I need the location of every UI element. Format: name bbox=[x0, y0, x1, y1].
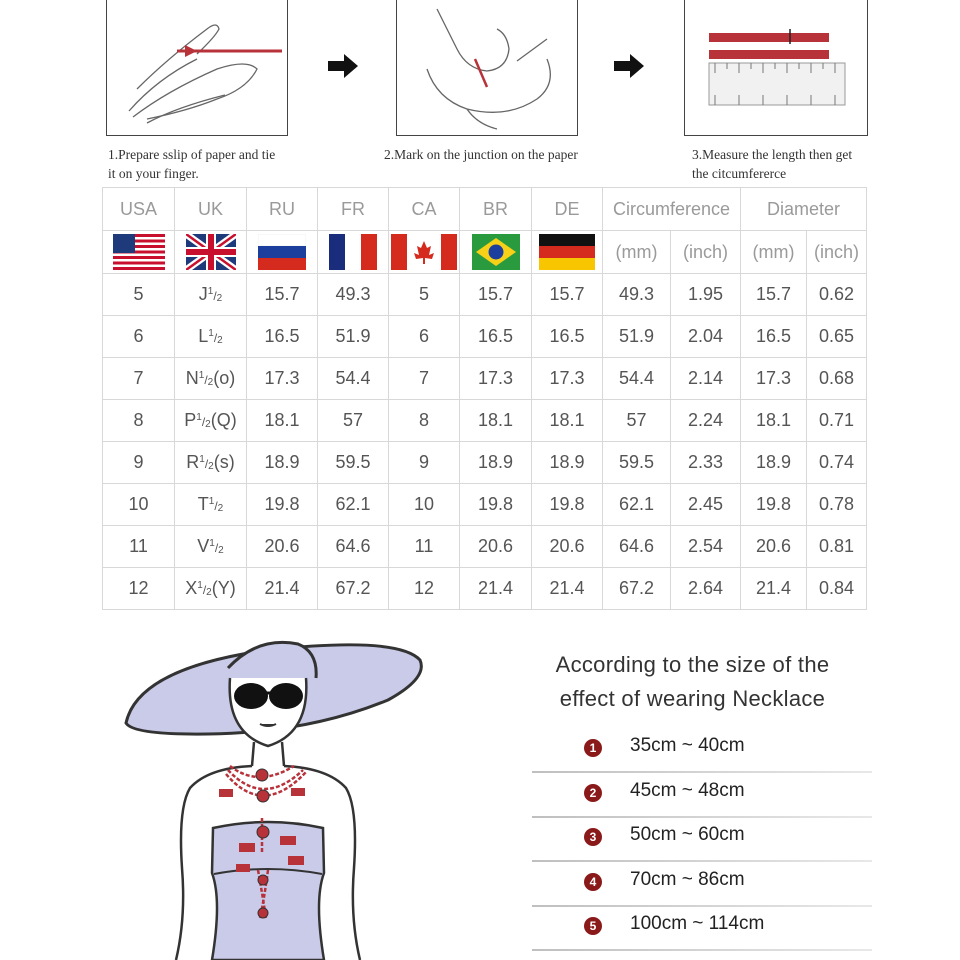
marking-paper-icon bbox=[397, 0, 577, 135]
uk-flag-icon bbox=[186, 234, 236, 270]
table-header-row bbox=[103, 188, 867, 231]
table-row bbox=[103, 568, 867, 610]
cell-usa: 6 bbox=[103, 316, 175, 358]
cell-ca: 11 bbox=[389, 526, 460, 568]
cell-c-mm: 62.1 bbox=[603, 484, 671, 526]
header-de: DE bbox=[532, 188, 603, 231]
cell-d-in: 0.68 bbox=[807, 358, 867, 400]
header-uk: UK bbox=[175, 188, 247, 231]
step-1-illustration bbox=[106, 0, 288, 136]
number-badge: 2 bbox=[584, 784, 602, 802]
cell-uk: $V^1/_2$ bbox=[175, 526, 247, 568]
necklace-title: According to the size of the effect of wearing Necklace bbox=[555, 652, 830, 711]
table-row bbox=[103, 526, 867, 568]
step-3-caption: 3.Measure the length then get the citcumfererce bbox=[692, 147, 853, 181]
cell-ca: 5 bbox=[389, 274, 460, 316]
unit-diameter-mm: (mm) bbox=[741, 231, 807, 274]
cell-de: 19.8 bbox=[532, 484, 603, 526]
cell-de: 17.3 bbox=[532, 358, 603, 400]
cell-d-mm: 17.3 bbox=[741, 358, 807, 400]
necklace-list-item bbox=[532, 732, 872, 776]
cell-c-in: 2.45 bbox=[671, 484, 741, 526]
cell-fr: 51.9 bbox=[318, 316, 389, 358]
divider bbox=[532, 905, 872, 907]
cell-fr: 49.3 bbox=[318, 274, 389, 316]
cell-ca: 10 bbox=[389, 484, 460, 526]
cell-de: 20.6 bbox=[532, 526, 603, 568]
cell-uk: $X^1/_2(Y)$ bbox=[175, 568, 247, 610]
brazil-flag-icon bbox=[472, 234, 520, 270]
divider bbox=[532, 860, 872, 862]
cell-br: 20.6 bbox=[460, 526, 532, 568]
cell-d-mm: 18.9 bbox=[741, 442, 807, 484]
cell-c-mm: 67.2 bbox=[603, 568, 671, 610]
table-flag-row bbox=[103, 231, 867, 274]
cell-ru: 19.8 bbox=[247, 484, 318, 526]
cell-ru: 18.9 bbox=[247, 442, 318, 484]
necklace-list-item bbox=[532, 910, 872, 954]
cell-c-in: 2.04 bbox=[671, 316, 741, 358]
step-1-caption: 1.Prepare sslip of paper and tie it on your finger. bbox=[108, 147, 276, 181]
cell-d-in: 0.81 bbox=[807, 526, 867, 568]
necklace-length: 100cm ~ 114cm bbox=[630, 913, 765, 934]
step-2-illustration bbox=[396, 0, 578, 136]
cell-br: 19.8 bbox=[460, 484, 532, 526]
france-flag-icon bbox=[329, 234, 377, 270]
cell-fr: 64.6 bbox=[318, 526, 389, 568]
cell-c-in: 2.64 bbox=[671, 568, 741, 610]
cell-de: 18.1 bbox=[532, 400, 603, 442]
unit-circumference-inch: (inch) bbox=[671, 231, 741, 274]
table-row bbox=[103, 400, 867, 442]
unit-circumference-mm: (mm) bbox=[603, 231, 671, 274]
cell-c-in: 2.14 bbox=[671, 358, 741, 400]
cell-d-mm: 18.1 bbox=[741, 400, 807, 442]
cell-d-in: 0.78 bbox=[807, 484, 867, 526]
cell-uk: $L^1/_2$ bbox=[175, 316, 247, 358]
cell-d-mm: 15.7 bbox=[741, 274, 807, 316]
header-ca: CA bbox=[389, 188, 460, 231]
cell-ca: 7 bbox=[389, 358, 460, 400]
cell-usa: 9 bbox=[103, 442, 175, 484]
cell-fr: 67.2 bbox=[318, 568, 389, 610]
necklace-list-item bbox=[532, 821, 872, 865]
table-row bbox=[103, 484, 867, 526]
cell-br: 18.9 bbox=[460, 442, 532, 484]
necklace-list-item bbox=[532, 866, 872, 910]
arrow-right-icon bbox=[614, 54, 646, 83]
woman-in-sun-hat-illustration bbox=[118, 638, 428, 960]
cell-ru: 17.3 bbox=[247, 358, 318, 400]
cell-ca: 6 bbox=[389, 316, 460, 358]
cell-c-mm: 51.9 bbox=[603, 316, 671, 358]
cell-d-in: 0.84 bbox=[807, 568, 867, 610]
cell-d-mm: 21.4 bbox=[741, 568, 807, 610]
cell-usa: 11 bbox=[103, 526, 175, 568]
cell-usa: 8 bbox=[103, 400, 175, 442]
canada-flag-icon bbox=[391, 234, 457, 270]
cell-usa: 5 bbox=[103, 274, 175, 316]
cell-c-mm: 49.3 bbox=[603, 274, 671, 316]
russia-flag-icon bbox=[258, 234, 306, 270]
cell-d-mm: 16.5 bbox=[741, 316, 807, 358]
cell-de: 21.4 bbox=[532, 568, 603, 610]
cell-fr: 54.4 bbox=[318, 358, 389, 400]
number-badge: 4 bbox=[584, 873, 602, 891]
table-row bbox=[103, 274, 867, 316]
germany-flag-icon bbox=[539, 234, 595, 270]
cell-uk: $N^1/_2(o)$ bbox=[175, 358, 247, 400]
cell-usa: 12 bbox=[103, 568, 175, 610]
necklace-length: 50cm ~ 60cm bbox=[630, 824, 745, 845]
cell-ru: 15.7 bbox=[247, 274, 318, 316]
cell-c-mm: 54.4 bbox=[603, 358, 671, 400]
necklace-length: 35cm ~ 40cm bbox=[630, 735, 745, 756]
header-usa: USA bbox=[103, 188, 175, 231]
cell-de: 18.9 bbox=[532, 442, 603, 484]
divider bbox=[532, 816, 872, 818]
cell-d-in: 0.71 bbox=[807, 400, 867, 442]
cell-usa: 7 bbox=[103, 358, 175, 400]
cell-d-mm: 19.8 bbox=[741, 484, 807, 526]
number-badge: 1 bbox=[584, 739, 602, 757]
cell-ca: 12 bbox=[389, 568, 460, 610]
cell-fr: 57 bbox=[318, 400, 389, 442]
step-3-illustration bbox=[684, 0, 868, 136]
cell-uk: $T^1/_2$ bbox=[175, 484, 247, 526]
cell-c-mm: 57 bbox=[603, 400, 671, 442]
usa-flag-icon bbox=[113, 234, 165, 270]
header-circumference: Circumference bbox=[603, 188, 741, 231]
header-diameter: Diameter bbox=[741, 188, 867, 231]
table-row bbox=[103, 358, 867, 400]
cell-br: 18.1 bbox=[460, 400, 532, 442]
cell-d-mm: 20.6 bbox=[741, 526, 807, 568]
number-badge: 3 bbox=[584, 828, 602, 846]
header-ru: RU bbox=[247, 188, 318, 231]
cell-c-mm: 59.5 bbox=[603, 442, 671, 484]
cell-d-in: 0.62 bbox=[807, 274, 867, 316]
header-fr: FR bbox=[318, 188, 389, 231]
cell-br: 21.4 bbox=[460, 568, 532, 610]
cell-c-in: 2.33 bbox=[671, 442, 741, 484]
cell-uk: $J^1/_2$ bbox=[175, 274, 247, 316]
cell-de: 16.5 bbox=[532, 316, 603, 358]
cell-c-in: 2.24 bbox=[671, 400, 741, 442]
cell-br: 15.7 bbox=[460, 274, 532, 316]
table-row bbox=[103, 316, 867, 358]
hand-with-paper-strip-icon bbox=[107, 0, 287, 135]
necklace-length: 45cm ~ 48cm bbox=[630, 779, 745, 801]
cell-ru: 16.5 bbox=[247, 316, 318, 358]
cell-uk: $P^1/_2(Q)$ bbox=[175, 400, 247, 442]
cell-uk: $R^1/_2(s)$ bbox=[175, 442, 247, 484]
arrow-right-icon bbox=[328, 54, 360, 83]
ruler-measure-icon bbox=[685, 0, 867, 135]
cell-c-in: 1.95 bbox=[671, 274, 741, 316]
cell-usa: 10 bbox=[103, 484, 175, 526]
cell-ca: 9 bbox=[389, 442, 460, 484]
necklace-length: 70cm ~ 86cm bbox=[630, 868, 745, 890]
cell-ru: 21.4 bbox=[247, 568, 318, 610]
cell-br: 17.3 bbox=[460, 358, 532, 400]
cell-c-mm: 64.6 bbox=[603, 526, 671, 568]
cell-ru: 20.6 bbox=[247, 526, 318, 568]
cell-fr: 59.5 bbox=[318, 442, 389, 484]
divider bbox=[532, 949, 872, 951]
cell-d-in: 0.65 bbox=[807, 316, 867, 358]
header-br: BR bbox=[460, 188, 532, 231]
cell-ru: 18.1 bbox=[247, 400, 318, 442]
number-badge: 5 bbox=[584, 917, 602, 935]
cell-d-in: 0.74 bbox=[807, 442, 867, 484]
divider bbox=[532, 771, 872, 773]
unit-diameter-inch: (inch) bbox=[807, 231, 867, 274]
cell-de: 15.7 bbox=[532, 274, 603, 316]
cell-br: 16.5 bbox=[460, 316, 532, 358]
necklace-list-item bbox=[532, 777, 872, 821]
cell-ca: 8 bbox=[389, 400, 460, 442]
cell-fr: 62.1 bbox=[318, 484, 389, 526]
cell-c-in: 2.54 bbox=[671, 526, 741, 568]
table-row bbox=[103, 442, 867, 484]
ring-size-table bbox=[102, 187, 867, 610]
step-2-caption: 2.Mark on the junction on the paper bbox=[384, 147, 578, 162]
